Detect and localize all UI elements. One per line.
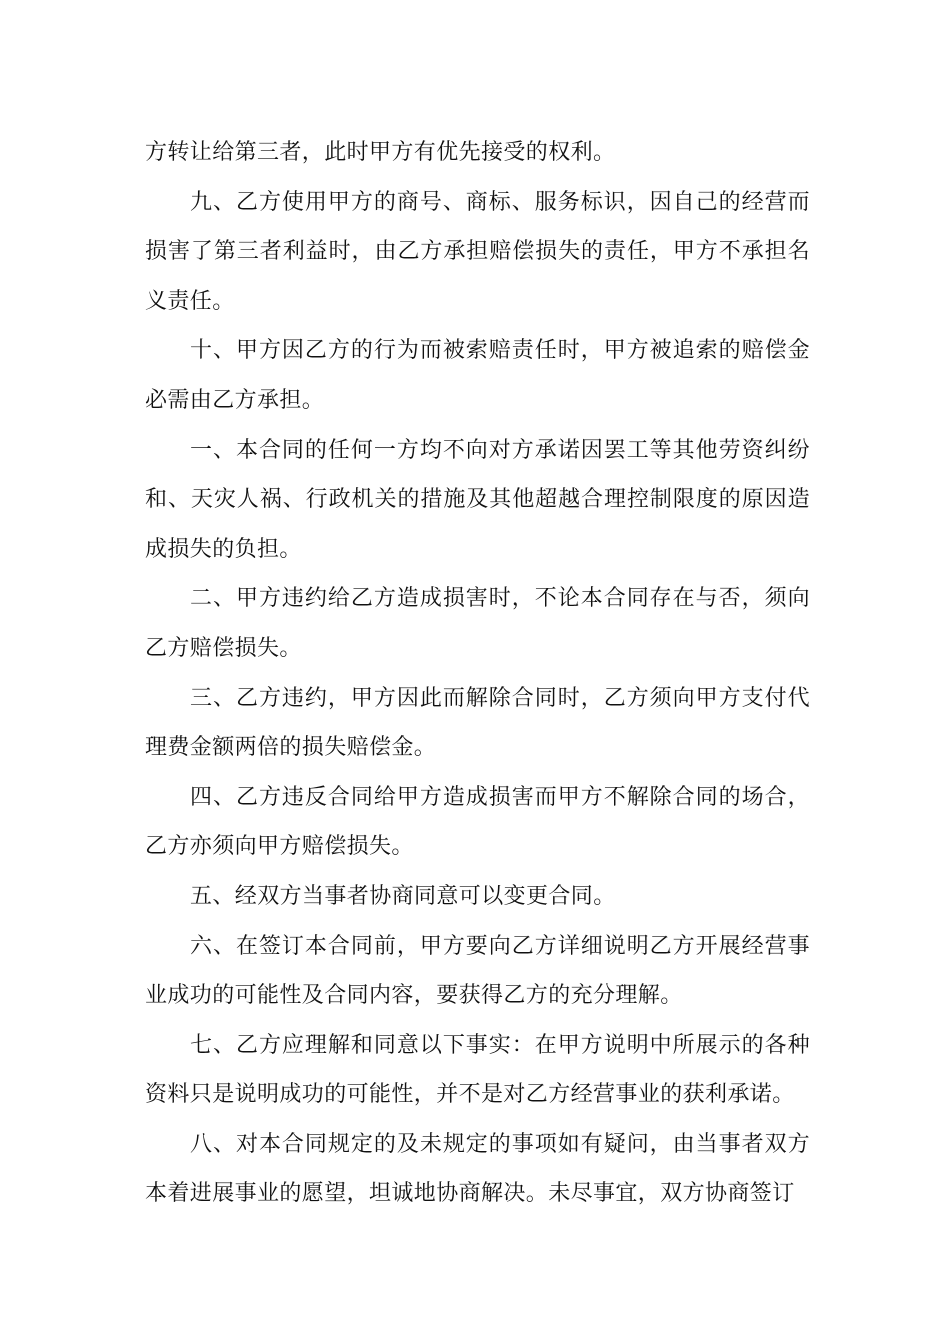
clause-2: 二、甲方违约给乙方造成损害时，不论本合同存在与否，须向乙方赔偿损失。 xyxy=(145,586,810,661)
clause-4: 四、乙方违反合同给甲方造成损害而甲方不解除合同的场合，乙方亦须向甲方赔偿损失。 xyxy=(145,784,810,860)
clause-7: 七、乙方应理解和同意以下事实：在甲方说明中所展示的各种资料只是说明成功的可能性，并不是对乙方经营事业的获利承诺。 xyxy=(145,1032,810,1108)
clause-9: 九、乙方使用甲方的商号、商标、服务标识，因自己的经营而损害了第三者利益时，由乙方承担赔偿损失的责任，甲方不承担名义责任。 xyxy=(145,189,810,314)
paragraph-continuation: 方转让给第三者，此时甲方有优先接受的权利。 xyxy=(145,140,616,165)
document-body xyxy=(145,128,810,1219)
clause-3: 三、乙方违约，甲方因此而解除合同时，乙方须向甲方支付代理费金额两倍的损失赔偿金。 xyxy=(145,685,810,761)
clause-6: 六、在签订本合同前，甲方要向乙方详细说明乙方开展经营事业成功的可能性及合同内容，要获得乙方的充分理解。 xyxy=(145,933,810,1009)
clause-5: 五、经双方当事者协商同意可以变更合同。 xyxy=(190,883,616,909)
clause-1: 一、本合同的任何一方均不向对方承诺因罢工等其他劳资纠纷和、天灾人祸、行政机关的措施及其他超越合理控制限度的原因造成损失的负担。 xyxy=(145,437,810,562)
clause-8: 八、对本合同规定的及未规定的事项如有疑问，由当事者双方本着进展事业的愿望，坦诚地协商解决。未尽事宜，双方协商签订 xyxy=(145,1131,810,1207)
clause-10: 十、甲方因乙方的行为而被索赔责任时，甲方被追索的赔偿金必需由乙方承担。 xyxy=(145,338,810,413)
